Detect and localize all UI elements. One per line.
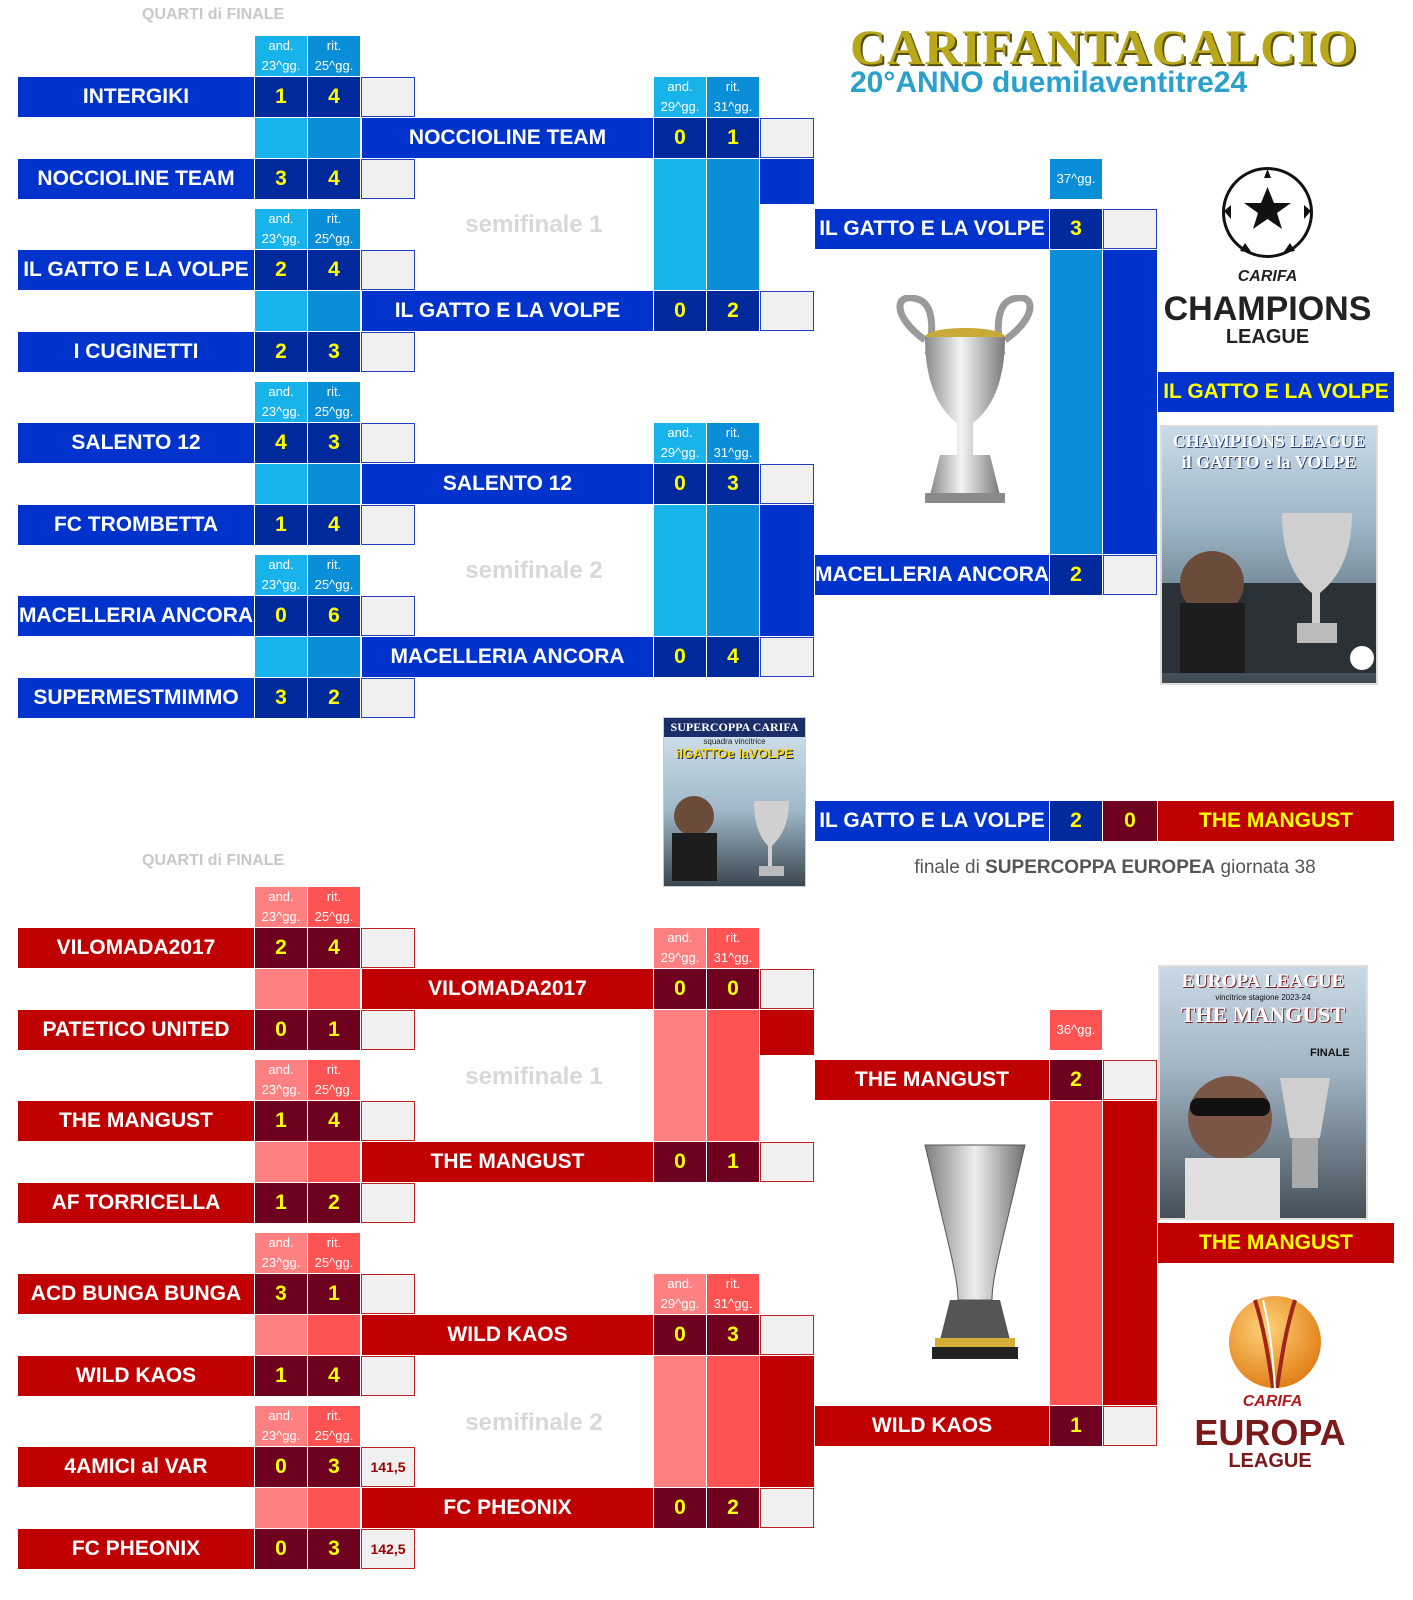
el-qf-score-and-7: 0 bbox=[255, 1447, 307, 1487]
champions-trophy-icon bbox=[895, 295, 1035, 510]
cl-final-connector-top bbox=[760, 159, 814, 204]
cl-sf-score-rit-4: 4 bbox=[707, 637, 759, 677]
cl-sf-team-2: IL GATTO E LA VOLPE bbox=[362, 291, 653, 331]
cl-qf4-rit-header: rit. 25^gg. bbox=[308, 555, 360, 595]
supercup-poster-team: ilGATTOe laVOLPE bbox=[675, 746, 794, 761]
cl-sf2-block-2 bbox=[707, 505, 759, 636]
cl-final-connector-col bbox=[1103, 250, 1157, 554]
cl-qf-team-3: IL GATTO E LA VOLPE bbox=[18, 250, 254, 290]
el-final-column bbox=[1050, 1101, 1102, 1405]
el-sf-score-rit-2: 1 bbox=[707, 1142, 759, 1182]
cl-sf1-and-header: and. 29^gg. bbox=[654, 77, 706, 117]
cl-sf1-block-2 bbox=[707, 159, 759, 290]
cl-sf-score-rit-2: 2 bbox=[707, 291, 759, 331]
cl-logo-line2: LEAGUE bbox=[1225, 326, 1310, 348]
cl-sf-score-and-4: 0 bbox=[654, 637, 706, 677]
el-qf-score-and-1: 2 bbox=[255, 928, 307, 968]
cl-qf-score-and-5: 4 bbox=[255, 423, 307, 463]
cl-qf-extra-1 bbox=[361, 77, 415, 117]
cl-sf-extra-1 bbox=[760, 118, 814, 158]
el-sf1-and-header: and. 29^gg. bbox=[654, 928, 706, 968]
cl-qf-score-and-3: 2 bbox=[255, 250, 307, 290]
cl-qf-score-rit-3: 4 bbox=[308, 250, 360, 290]
el-poster-sub: vincitrice stagione 2023-24 bbox=[1215, 993, 1311, 1002]
el-qf-extra-2 bbox=[361, 1010, 415, 1050]
cl-qf-score-rit-4: 3 bbox=[308, 332, 360, 372]
el-semifinal-2-label: semifinale 2 bbox=[465, 1409, 603, 1436]
supercup-caption-suffix: giornata 38 bbox=[1215, 857, 1316, 878]
cl-qf-team-1: INTERGIKI bbox=[18, 77, 254, 117]
cl-winner: IL GATTO E LA VOLPE bbox=[1158, 372, 1394, 412]
cl-qf-extra-5 bbox=[361, 423, 415, 463]
cl-qf-score-rit-7: 6 bbox=[308, 596, 360, 636]
el-qf-score-rit-2: 1 bbox=[308, 1010, 360, 1050]
el-semifinal-1-label: semifinale 1 bbox=[465, 1063, 603, 1090]
cl-qf-score-rit-6: 4 bbox=[308, 505, 360, 545]
cl-sf2-rit-header: rit. 31^gg. bbox=[707, 423, 759, 463]
cl-qf-extra-6 bbox=[361, 505, 415, 545]
el-final-connector-top bbox=[760, 1010, 814, 1055]
el-final-team-1: THE MANGUST bbox=[815, 1060, 1049, 1100]
el-qf3-connector-2 bbox=[308, 1315, 360, 1355]
el-sf2-and-header: and. 29^gg. bbox=[654, 1274, 706, 1314]
cl-qf3-connector bbox=[255, 464, 307, 504]
el-qf-score-rit-8: 3 bbox=[308, 1529, 360, 1569]
el-qf2-and-header: and. 23^gg. bbox=[255, 1060, 307, 1100]
supercup-home-score: 2 bbox=[1050, 801, 1102, 841]
el-sf-extra-3 bbox=[760, 1315, 814, 1355]
cl-final-extra-1 bbox=[1103, 209, 1157, 249]
el-qf-extra-1 bbox=[361, 928, 415, 968]
el-final-connector-col bbox=[1103, 1101, 1157, 1405]
cl-sf-team-3: SALENTO 12 bbox=[362, 464, 653, 504]
el-sf-score-and-3: 0 bbox=[654, 1315, 706, 1355]
cl-qf-score-and-1: 1 bbox=[255, 77, 307, 117]
el-final-team-2: WILD KAOS bbox=[815, 1406, 1049, 1446]
el-winner: THE MANGUST bbox=[1158, 1223, 1394, 1263]
cl-poster-trophy-icon bbox=[1162, 473, 1378, 673]
el-qf-score-and-5: 3 bbox=[255, 1274, 307, 1314]
el-qf4-connector-2 bbox=[308, 1488, 360, 1528]
cl-sf-score-and-1: 0 bbox=[654, 118, 706, 158]
cl-final-score-2: 2 bbox=[1050, 555, 1102, 595]
cl-qf2-connector bbox=[255, 291, 307, 331]
cl-qf-score-and-2: 3 bbox=[255, 159, 307, 199]
el-qf1-connector-2 bbox=[308, 969, 360, 1009]
el-sf1-rit-header: rit. 31^gg. bbox=[707, 928, 759, 968]
el-sf2-block bbox=[654, 1356, 706, 1487]
cl-final-header: 37^gg. bbox=[1050, 159, 1102, 199]
el-qf-score-and-8: 0 bbox=[255, 1529, 307, 1569]
cl-final-column bbox=[1050, 250, 1102, 554]
champions-poster bbox=[1160, 425, 1378, 685]
el-qf-extra-6 bbox=[361, 1356, 415, 1396]
champions-league-ball-icon bbox=[1220, 165, 1315, 260]
supercup-caption-prefix: finale di bbox=[914, 857, 986, 878]
cl-qf-score-and-7: 0 bbox=[255, 596, 307, 636]
el-sf-score-rit-4: 2 bbox=[707, 1488, 759, 1528]
europa-trophy-icon bbox=[920, 1140, 1030, 1365]
el-qf2-rit-header: rit. 25^gg. bbox=[308, 1060, 360, 1100]
el-final-extra-2 bbox=[1103, 1406, 1157, 1446]
el-sf-team-1: VILOMADA2017 bbox=[362, 969, 653, 1009]
el-sf2-rit-header: rit. 31^gg. bbox=[707, 1274, 759, 1314]
cl-qf-team-5: SALENTO 12 bbox=[18, 423, 254, 463]
brand-title: CARIFANTACALCIO bbox=[850, 19, 1358, 75]
el-final-score-2: 1 bbox=[1050, 1406, 1102, 1446]
cl-final-team-2: MACELLERIA ANCORA bbox=[815, 555, 1049, 595]
el-qf2-connector bbox=[255, 1142, 307, 1182]
cl-sf1-block bbox=[654, 159, 706, 290]
cl-sf2-block bbox=[654, 505, 706, 636]
el-qf-score-and-3: 1 bbox=[255, 1101, 307, 1141]
el-sf-score-rit-3: 3 bbox=[707, 1315, 759, 1355]
cl-logo-brand: CARIFA bbox=[1237, 268, 1298, 285]
cl-final-score-1: 3 bbox=[1050, 209, 1102, 249]
cl-sf-score-rit-3: 3 bbox=[707, 464, 759, 504]
supercup-away-score: 0 bbox=[1103, 801, 1157, 841]
el-qf-team-3: THE MANGUST bbox=[18, 1101, 254, 1141]
el-qf-extra-3 bbox=[361, 1101, 415, 1141]
cl-qf-score-rit-2: 4 bbox=[308, 159, 360, 199]
el-qf-score-and-6: 1 bbox=[255, 1356, 307, 1396]
el-poster-finale: FINALE bbox=[1310, 1047, 1350, 1059]
el-sf-team-2: THE MANGUST bbox=[362, 1142, 653, 1182]
cl-qf3-and-header: and. 23^gg. bbox=[255, 382, 307, 422]
cl-qf-extra-2 bbox=[361, 159, 415, 199]
europa-league-ball-icon bbox=[1225, 1292, 1325, 1392]
el-qf1-rit-header: rit. 25^gg. bbox=[308, 887, 360, 927]
el-qf3-and-header: and. 23^gg. bbox=[255, 1233, 307, 1273]
el-final-score-1: 2 bbox=[1050, 1060, 1102, 1100]
supercup-poster-title: SUPERCOPPA CARIFA bbox=[664, 718, 805, 737]
cl-sf2-and-header: and. 29^gg. bbox=[654, 423, 706, 463]
el-qf1-and-header: and. 23^gg. bbox=[255, 887, 307, 927]
el-qf-extra-8: 142,5 bbox=[361, 1529, 415, 1569]
cl-sf1-rit-header: rit. 31^gg. bbox=[707, 77, 759, 117]
cl-qf2-connector-2 bbox=[308, 291, 360, 331]
cl-final-extra-2 bbox=[1103, 555, 1157, 595]
el-qf-team-1: VILOMADA2017 bbox=[18, 928, 254, 968]
cl-sf-extra-3 bbox=[760, 464, 814, 504]
cl-qf4-and-header: and. 23^gg. bbox=[255, 555, 307, 595]
el-sf-extra-1 bbox=[760, 969, 814, 1009]
el-final-header: 36^gg. bbox=[1050, 1010, 1102, 1050]
el-qf-score-and-2: 0 bbox=[255, 1010, 307, 1050]
el-qf3-rit-header: rit. 25^gg. bbox=[308, 1233, 360, 1273]
cl-logo-line1: CHAMPIONS bbox=[1163, 290, 1372, 328]
el-qf1-connector bbox=[255, 969, 307, 1009]
cl-qf1-connector bbox=[255, 118, 307, 158]
cl-qf-team-4: I CUGINETTI bbox=[18, 332, 254, 372]
el-qf2-connector-2 bbox=[308, 1142, 360, 1182]
el-sf-extra-4 bbox=[760, 1488, 814, 1528]
el-qf-score-rit-7: 3 bbox=[308, 1447, 360, 1487]
europa-poster bbox=[1158, 965, 1368, 1220]
el-poster-winner: THE MANGUST bbox=[1180, 1002, 1346, 1027]
el-sf1-block-2 bbox=[707, 1010, 759, 1141]
cl-qf-extra-4 bbox=[361, 332, 415, 372]
cl-semifinal-1-label: semifinale 1 bbox=[465, 211, 603, 238]
el-qf-extra-5 bbox=[361, 1274, 415, 1314]
supercup-away-team: THE MANGUST bbox=[1158, 801, 1394, 841]
supercup-poster bbox=[663, 717, 806, 887]
el-poster-title: EUROPA LEAGUE bbox=[1181, 971, 1345, 992]
cl-qf3-rit-header: rit. 25^gg. bbox=[308, 382, 360, 422]
cl-qf3-connector-2 bbox=[308, 464, 360, 504]
cl-qf-score-rit-5: 3 bbox=[308, 423, 360, 463]
cl-qf-team-2: NOCCIOLINE TEAM bbox=[18, 159, 254, 199]
el-qf-score-rit-5: 1 bbox=[308, 1274, 360, 1314]
cl-sf-score-and-2: 0 bbox=[654, 291, 706, 331]
cl-final-team-1: IL GATTO E LA VOLPE bbox=[815, 209, 1049, 249]
el-qf-score-and-4: 1 bbox=[255, 1183, 307, 1223]
el-quarter-label: QUARTI di FINALE bbox=[142, 852, 285, 869]
cl-final-connector-bottom bbox=[760, 505, 814, 636]
el-qf-score-rit-3: 4 bbox=[308, 1101, 360, 1141]
cl-qf2-rit-header: rit. 25^gg. bbox=[308, 209, 360, 249]
el-sf-score-and-2: 0 bbox=[654, 1142, 706, 1182]
cl-qf1-and-header: and. 23^gg. bbox=[255, 36, 307, 76]
cl-qf-score-and-8: 3 bbox=[255, 678, 307, 718]
cl-qf-team-6: FC TROMBETTA bbox=[18, 505, 254, 545]
el-qf-score-rit-6: 4 bbox=[308, 1356, 360, 1396]
cl-qf-score-and-4: 2 bbox=[255, 332, 307, 372]
cl-sf-extra-4 bbox=[760, 637, 814, 677]
el-qf-score-rit-1: 4 bbox=[308, 928, 360, 968]
el-qf3-connector bbox=[255, 1315, 307, 1355]
supercup-caption-bold: SUPERCOPPA EUROPEA bbox=[985, 857, 1216, 878]
el-qf-team-5: ACD BUNGA BUNGA bbox=[18, 1274, 254, 1314]
el-sf2-block-2 bbox=[707, 1356, 759, 1487]
cl-qf-team-8: SUPERMESTMIMMO bbox=[18, 678, 254, 718]
el-qf4-connector bbox=[255, 1488, 307, 1528]
cl-sf-extra-2 bbox=[760, 291, 814, 331]
el-logo-line2: LEAGUE bbox=[1228, 1450, 1312, 1472]
cl-qf1-connector-2 bbox=[308, 118, 360, 158]
el-sf-extra-2 bbox=[760, 1142, 814, 1182]
el-qf-extra-4 bbox=[361, 1183, 415, 1223]
el-qf-team-8: FC PHEONIX bbox=[18, 1529, 254, 1569]
el-sf-team-3: WILD KAOS bbox=[362, 1315, 653, 1355]
el-sf-team-4: FC PHEONIX bbox=[362, 1488, 653, 1528]
cl-qf1-rit-header: rit. 25^gg. bbox=[308, 36, 360, 76]
cl-semifinal-2-label: semifinale 2 bbox=[465, 557, 603, 584]
el-qf-team-7: 4AMICI al VAR bbox=[18, 1447, 254, 1487]
el-final-connector-bottom bbox=[760, 1356, 814, 1487]
cl-quarter-label: QUARTI di FINALE bbox=[142, 6, 285, 23]
el-sf1-block bbox=[654, 1010, 706, 1141]
cl-sf-score-rit-1: 1 bbox=[707, 118, 759, 158]
cl-qf4-connector-2 bbox=[308, 637, 360, 677]
cl-qf2-and-header: and. 23^gg. bbox=[255, 209, 307, 249]
el-final-extra-1 bbox=[1103, 1060, 1157, 1100]
brand-subtitle: 20°ANNO duemilaventitre24 bbox=[850, 66, 1248, 99]
el-sf-score-and-4: 0 bbox=[654, 1488, 706, 1528]
el-qf-extra-7: 141,5 bbox=[361, 1447, 415, 1487]
cl-qf-score-rit-8: 2 bbox=[308, 678, 360, 718]
supercup-poster-sub: squadra vincitrice bbox=[703, 737, 766, 746]
el-qf4-rit-header: rit. 25^gg. bbox=[308, 1406, 360, 1446]
cl-poster-winner: il GATTO e la VOLPE bbox=[1181, 452, 1357, 472]
cl-qf-score-rit-1: 4 bbox=[308, 77, 360, 117]
cl-qf4-connector bbox=[255, 637, 307, 677]
el-qf-team-2: PATETICO UNITED bbox=[18, 1010, 254, 1050]
cl-poster-title: CHAMPIONS LEAGUE bbox=[1172, 431, 1366, 451]
cl-sf-team-1: NOCCIOLINE TEAM bbox=[362, 118, 653, 158]
cl-sf-team-4: MACELLERIA ANCORA bbox=[362, 637, 653, 677]
el-qf4-and-header: and. 23^gg. bbox=[255, 1406, 307, 1446]
el-logo-line1: EUROPA bbox=[1194, 1412, 1346, 1453]
supercup-home-team: IL GATTO E LA VOLPE bbox=[815, 801, 1049, 841]
cl-qf-score-and-6: 1 bbox=[255, 505, 307, 545]
el-sf-score-and-1: 0 bbox=[654, 969, 706, 1009]
el-qf-score-rit-4: 2 bbox=[308, 1183, 360, 1223]
el-logo-brand: CARIFA bbox=[1242, 1393, 1303, 1410]
cl-qf-team-7: MACELLERIA ANCORA bbox=[18, 596, 254, 636]
cl-sf-score-and-3: 0 bbox=[654, 464, 706, 504]
cl-qf-extra-8 bbox=[361, 678, 415, 718]
supercup-caption bbox=[840, 857, 1390, 879]
el-qf-team-6: WILD KAOS bbox=[18, 1356, 254, 1396]
supercup-poster-image-icon bbox=[664, 761, 806, 881]
el-sf-score-rit-1: 0 bbox=[707, 969, 759, 1009]
cl-qf-extra-7 bbox=[361, 596, 415, 636]
cl-qf-extra-3 bbox=[361, 250, 415, 290]
el-qf-team-4: AF TORRICELLA bbox=[18, 1183, 254, 1223]
